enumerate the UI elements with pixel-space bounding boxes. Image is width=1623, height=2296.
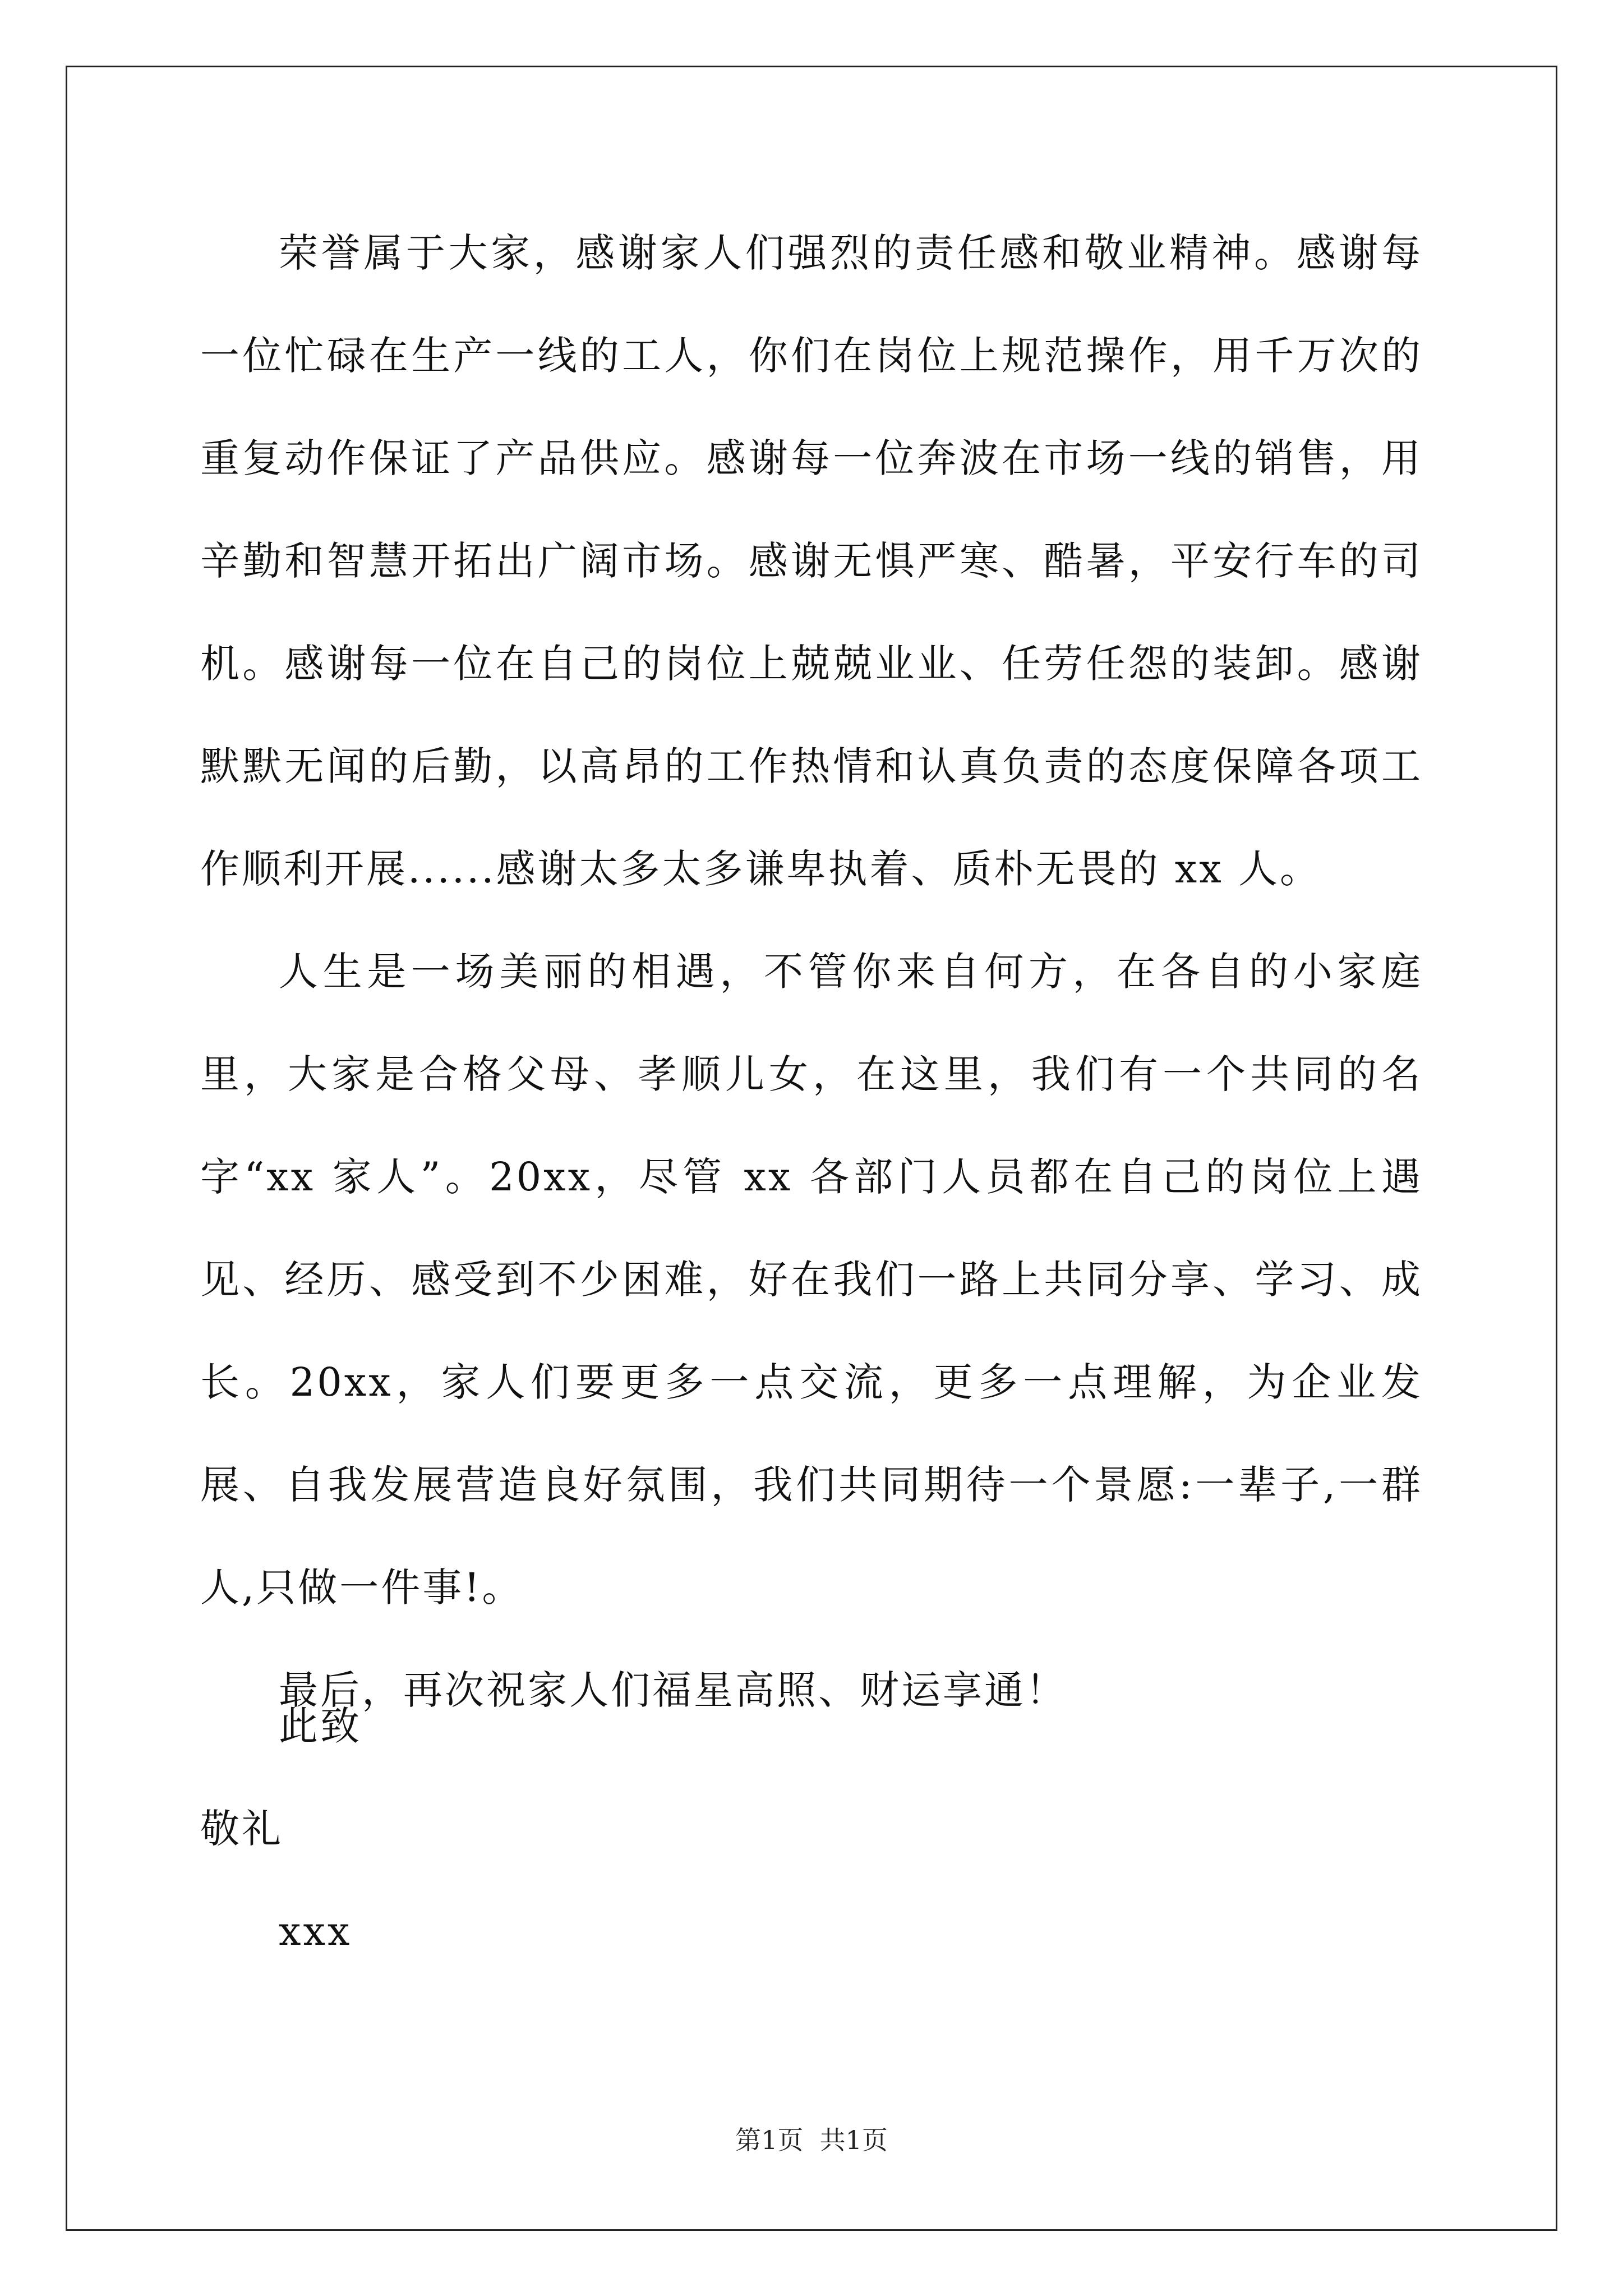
salutation-line: 敬礼 xyxy=(200,1806,283,1852)
signature: xxx xyxy=(279,1908,352,1954)
paragraph-thanks: 荣誉属于大家，感谢家人们强烈的责任感和敬业精神。感谢每一位忙碌在生产一线的工人，你们在岗位上规范操作，用千万次的重复动作保证了产品供应。感谢每一位奔波在市场一线的销售，用辛勤和智慧开拓出广阔市场。感谢无惧严寒、酷暑，平安行车的司机。感谢每一位在自己的岗位上兢兢业业、任劳任怨的装卸。感谢默默无闻的后勤，以高昂的工作热情和认真负责的态度保障各项工作顺利开展......感谢太多太多谦卑执着、质朴无畏的 xx 人。 xyxy=(200,230,1423,892)
page-footer: 第1页 共1页 xyxy=(735,2125,888,2155)
paragraph-family: 人生是一场美丽的相遇，不管你来自何方，在各自的小家庭里，大家是合格父母、孝顺儿女，在这里，我们有一个共同的名字“xx 家人”。20xx，尽管 xx 各部门人员都在自己的岗位上遇见、经历、感受到不少困难，好在我们一路上共同分享、学习、成长。20xx，家人们要更多一点交流，更多一点理解，为企业发展、自我发展营造良好氛围，我们共同期待一个景愿:一辈子,一群人,只做一件事!。 xyxy=(200,949,1423,1611)
closing-line: 此致 xyxy=(279,1703,362,1749)
paragraph-wishes: 最后，再次祝家人们福星高照、财运享通！ xyxy=(279,1667,1067,1713)
letter-body xyxy=(200,202,1423,1742)
